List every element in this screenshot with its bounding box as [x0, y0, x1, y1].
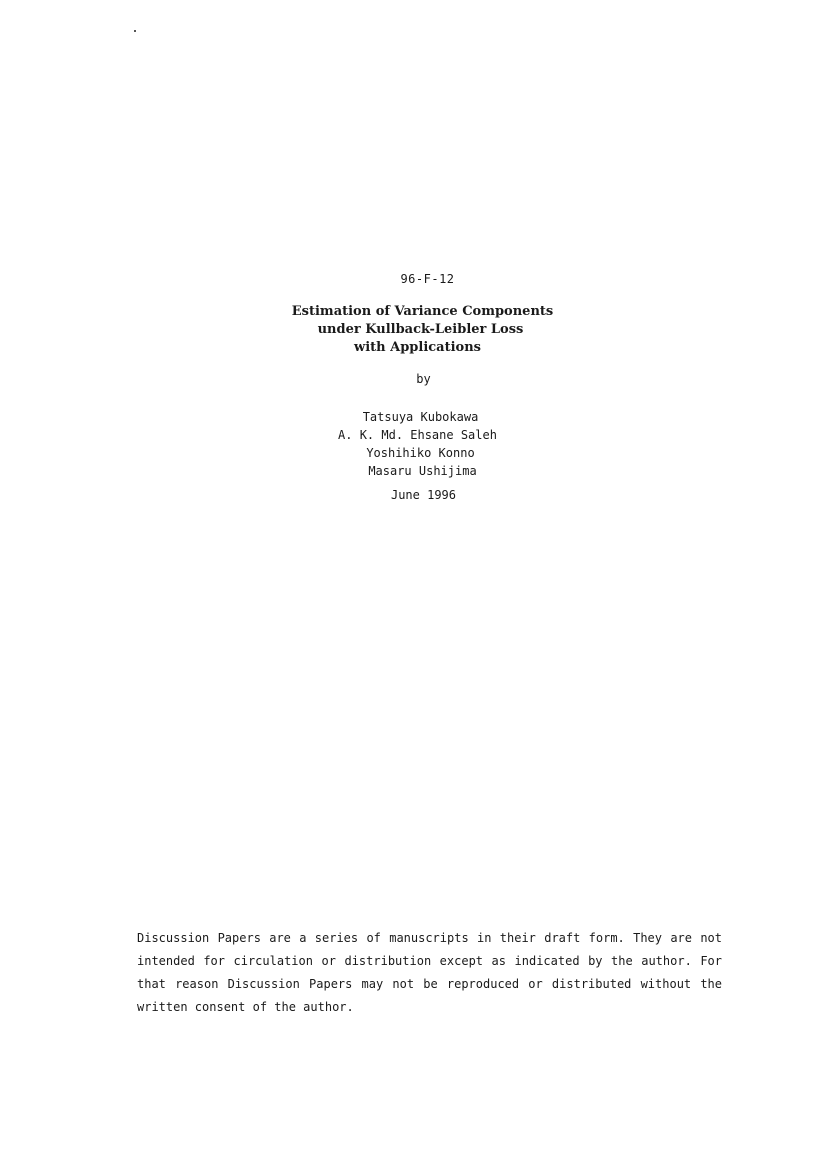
scan-speck	[134, 30, 136, 32]
author-list	[0, 408, 827, 480]
title-line: Estimation of Variance Components	[291, 304, 554, 319]
author-name: Tatsuya Kubokawa	[362, 410, 479, 424]
author-name: Masaru Ushijima	[368, 464, 477, 478]
paper-number: 96-F-12	[400, 272, 455, 286]
title-line: under Kullback-Leibler Loss	[317, 322, 524, 337]
publication-date: June 1996	[390, 488, 457, 502]
title-block	[0, 303, 827, 357]
author-name: A. K. Md. Ehsane Saleh	[338, 428, 497, 442]
title-line: with Applications	[354, 340, 481, 355]
disclaimer-paragraph: Discussion Papers are a series of manuscripts in their draft form. They are not intended for circulation or distribution except as indicated by the author. For that reason Discussion Papers may not be reproduced or distributed without the written consent of the author.	[137, 931, 722, 1014]
author-name: Yoshihiko Konno	[366, 446, 475, 460]
by-label: by	[416, 372, 431, 386]
